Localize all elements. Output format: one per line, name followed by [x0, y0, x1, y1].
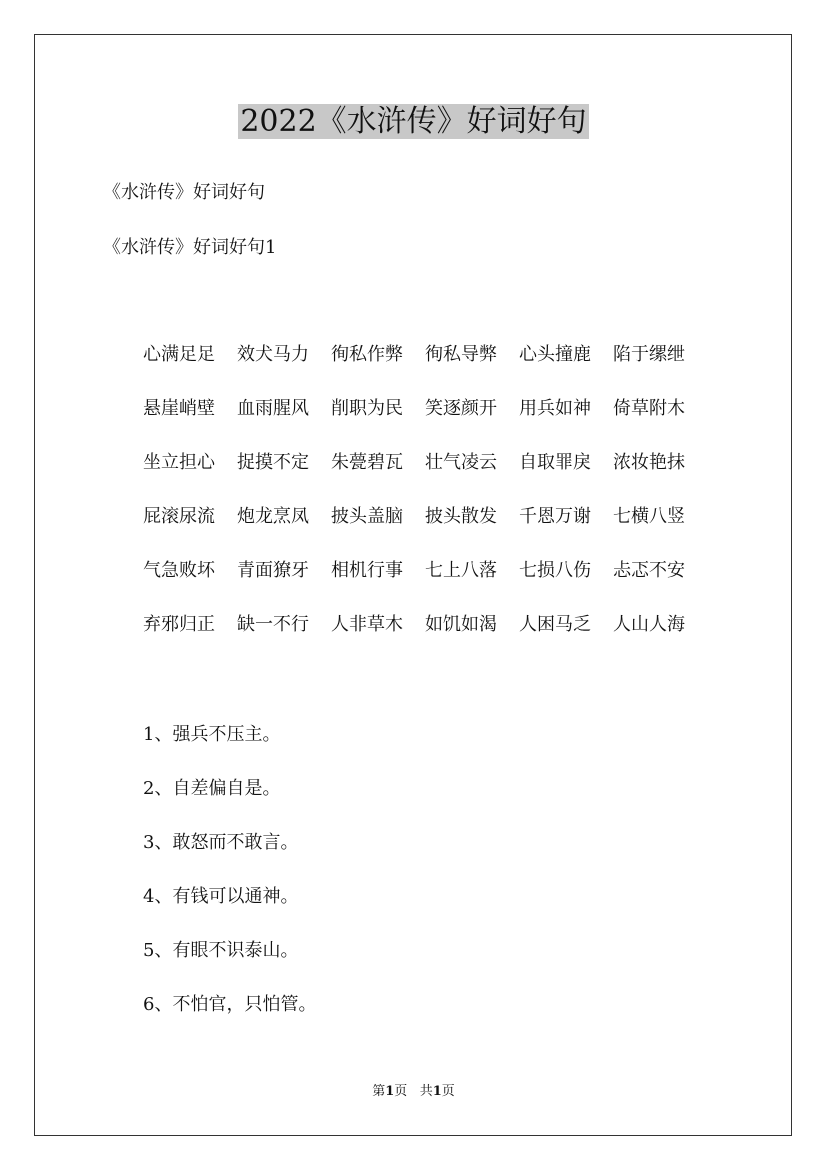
document-title-text: 2022《水浒传》好词好句 — [240, 104, 587, 139]
idiom: 青面獠牙 — [237, 560, 309, 581]
idiom-row — [143, 343, 707, 367]
idiom: 屁滚尿流 — [143, 506, 215, 527]
idiom: 血雨腥风 — [237, 398, 309, 419]
idiom: 气急败坏 — [143, 560, 215, 581]
sentence-item: 2、自差偏自是。 — [143, 778, 281, 799]
sentence-item: 3、敢怒而不敢言。 — [143, 832, 299, 853]
idiom-row — [143, 397, 707, 421]
idiom: 人非草木 — [331, 614, 403, 635]
idiom: 缺一不行 — [237, 614, 309, 635]
idiom: 人山人海 — [613, 614, 685, 635]
subtitle-heading: 《水浒传》好词好句 — [103, 182, 265, 203]
idiom-row — [143, 505, 707, 529]
idiom: 披头盖脑 — [331, 506, 403, 527]
idiom: 千恩万谢 — [519, 506, 591, 527]
idiom: 捉摸不定 — [237, 452, 309, 473]
total-pages: 1 — [432, 1084, 442, 1099]
idiom: 悬崖峭壁 — [143, 398, 215, 419]
idiom-row — [143, 559, 707, 583]
idiom: 倚草附木 — [613, 398, 685, 419]
idiom: 忐忑不安 — [613, 560, 685, 581]
idiom: 人困马乏 — [519, 614, 591, 635]
idiom: 披头散发 — [425, 506, 497, 527]
idiom: 炮龙烹凤 — [237, 506, 309, 527]
idiom: 削职为民 — [331, 398, 403, 419]
idiom: 坐立担心 — [143, 452, 215, 473]
idiom: 心满足足 — [143, 344, 215, 365]
idiom: 效犬马力 — [237, 344, 309, 365]
page-footer — [0, 1083, 827, 1101]
sentence-item: 4、有钱可以通神。 — [143, 886, 299, 907]
idiom: 七损八伤 — [519, 560, 591, 581]
section-heading: 《水浒传》好词好句1 — [103, 237, 277, 258]
page-label-suffix: 页 — [394, 1084, 408, 1099]
idiom: 用兵如神 — [519, 398, 591, 419]
sentence-item: 5、有眼不识泰山。 — [143, 940, 299, 961]
idiom: 朱甍碧瓦 — [331, 452, 403, 473]
idiom: 七上八落 — [425, 560, 497, 581]
idiom: 徇私作弊 — [331, 344, 403, 365]
idiom: 如饥如渴 — [425, 614, 497, 635]
idiom: 陷于缧绁 — [613, 344, 685, 365]
idiom-row — [143, 451, 707, 475]
sentence-item: 6、不怕官，只怕管。 — [143, 994, 317, 1015]
idiom: 弃邪归正 — [143, 614, 215, 635]
idiom: 浓妆艳抹 — [613, 452, 685, 473]
document-title — [0, 102, 827, 142]
idiom: 心头撞鹿 — [519, 344, 591, 365]
sentence-item: 1、强兵不压主。 — [143, 724, 281, 745]
idiom: 壮气凌云 — [425, 452, 497, 473]
idiom: 自取罪戾 — [519, 452, 591, 473]
idiom-row — [143, 613, 707, 637]
idiom: 七横八竖 — [613, 506, 685, 527]
page-number: 1 — [385, 1084, 395, 1099]
idiom: 相机行事 — [331, 560, 403, 581]
idiom: 笑逐颜开 — [425, 398, 497, 419]
total-label-prefix: 共 — [419, 1084, 433, 1099]
page-label-prefix: 第 — [372, 1084, 386, 1099]
idiom: 徇私导弊 — [425, 344, 497, 365]
total-label-suffix: 页 — [441, 1084, 455, 1099]
